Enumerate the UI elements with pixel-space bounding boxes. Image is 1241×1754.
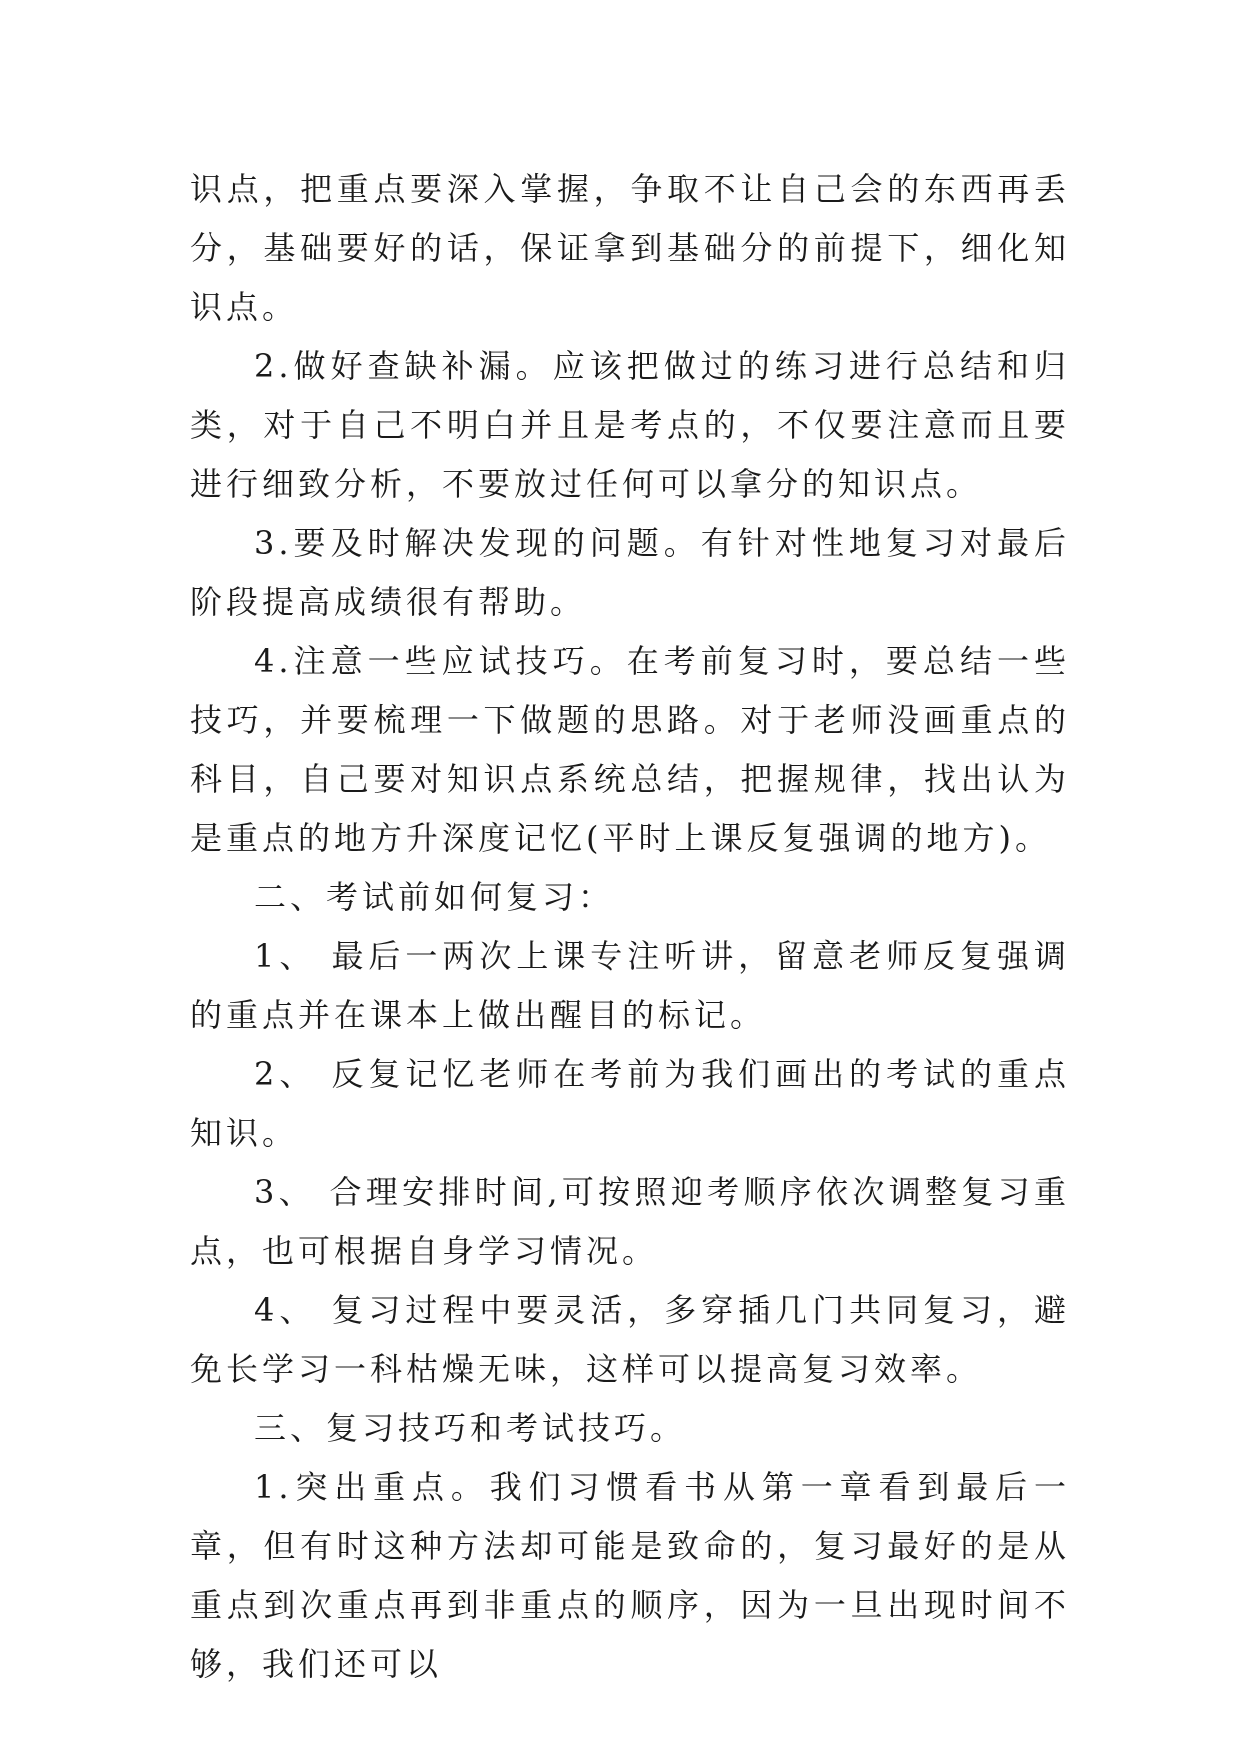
paragraph-item-4: 4.注意一些应试技巧。在考前复习时，要总结一些技巧，并要梳理一下做题的思路。对于老师没画重点的科目，自己要对知识点系统总结，把握规律，找出认为是重点的地方升深度记忆(平时上课反复强调的地方)。 bbox=[190, 642, 1070, 857]
review-step-4: 4、 复习过程中要灵活，多穿插几门共同复习，避免长学习一科枯燥无味，这样可以提高复习效率。 bbox=[190, 1291, 1070, 1388]
paragraph-item-2: 2.做好查缺补漏。应该把做过的练习进行总结和归类，对于自己不明白并且是考点的，不仅要注意而且要进行细致分析，不要放过任何可以拿分的知识点。 bbox=[190, 347, 1070, 503]
paragraph-item-3: 3.要及时解决发现的问题。有针对性地复习对最后阶段提高成绩很有帮助。 bbox=[190, 524, 1070, 621]
review-step-1: 1、 最后一两次上课专注听讲，留意老师反复强调的重点并在课本上做出醒目的标记。 bbox=[190, 937, 1070, 1034]
review-step-2: 2、 反复记忆老师在考前为我们画出的考试的重点知识。 bbox=[190, 1055, 1070, 1152]
review-step-3: 3、 合理安排时间,可按照迎考顺序依次调整复习重点，也可根据自身学习情况。 bbox=[190, 1173, 1070, 1270]
document-body bbox=[190, 160, 1070, 1694]
section-heading-2: 二、考试前如何复习： bbox=[254, 878, 615, 916]
section-heading-3: 三、复习技巧和考试技巧。 bbox=[254, 1409, 687, 1447]
paragraph-continuation: 识点，把重点要深入掌握，争取不让自己会的东西再丢分，基础要好的话，保证拿到基础分的前提下，细化知识点。 bbox=[190, 170, 1070, 326]
technique-item-1: 1.突出重点。我们习惯看书从第一章看到最后一章，但有时这种方法却可能是致命的，复习最好的是从重点到次重点再到非重点的顺序，因为一旦出现时间不够，我们还可以 bbox=[190, 1468, 1070, 1683]
